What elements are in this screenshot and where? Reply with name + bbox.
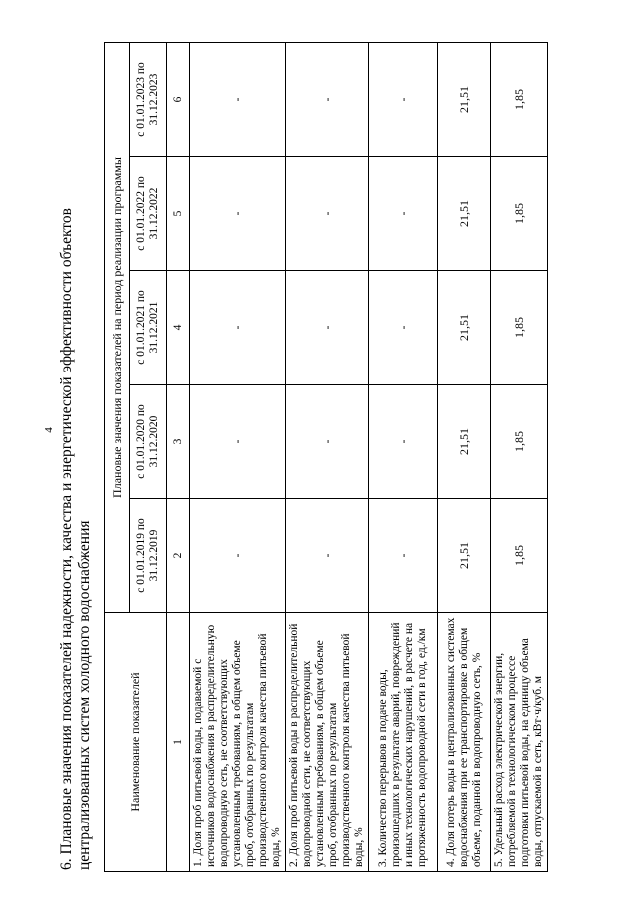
section-heading: 6. Плановые значения показателей надежности, качества и энергетической эффективности объектов централизованных систем холодного водоснабжения: [58, 208, 93, 870]
document-sheet: [58, 42, 618, 872]
indicator-name: 5. Удельный расход электрической энергии, потребляемой в технологическом процессе подготовки питьевой воды, на единицу объема воды, отпускаемой в сеть, кВт·ч/куб. м: [491, 613, 548, 872]
indicator-value: -: [286, 43, 369, 157]
page-number: 4: [42, 427, 55, 433]
indicator-value: -: [286, 271, 369, 385]
column-number: 1: [167, 613, 190, 872]
column-number: 2: [167, 499, 190, 613]
column-number: 5: [167, 157, 190, 271]
table-row: [286, 43, 369, 872]
indicator-value: -: [190, 499, 286, 613]
indicator-value: -: [369, 271, 438, 385]
table-row: [491, 43, 548, 872]
indicator-value: 1,85: [491, 157, 548, 271]
period-header: с 01.01.2020 по 31.12.2020: [130, 385, 167, 499]
indicator-value: -: [190, 157, 286, 271]
column-number-row: [167, 43, 190, 872]
indicator-name: 1. Доля проб питьевой воды, подаваемой с источников водоснабжения в распределительную водопроводную сеть, не соответствующих установленным требованиям, в общем объеме проб, отобранных по результатам производственного контроля качества питьевой воды, %: [190, 613, 286, 872]
indicator-value: -: [286, 385, 369, 499]
table-row: [369, 43, 438, 872]
indicator-value: -: [369, 385, 438, 499]
period-header: с 01.01.2023 по 31.12.2023: [130, 43, 167, 157]
table-row: [190, 43, 286, 872]
indicator-value: 1,85: [491, 43, 548, 157]
indicator-value: 21,51: [438, 385, 491, 499]
indicator-value: -: [190, 43, 286, 157]
indicator-value: -: [190, 385, 286, 499]
indicator-name: 4. Доля потерь воды в централизованных системах водоснабжения при ее транспортировке в общем объеме, поданной в водопроводную сеть, %: [438, 613, 491, 872]
name-column-header: Наименование показателей: [105, 613, 167, 872]
indicator-name: 3. Количество перерывов в подаче воды, произошедших в результате аварий, повреждений и иных технологических нарушений, в расчете на протяженность водопроводной сети в год, ед./км: [369, 613, 438, 872]
indicator-value: 21,51: [438, 157, 491, 271]
indicator-value: -: [286, 499, 369, 613]
period-header: с 01.01.2021 по 31.12.2021: [130, 271, 167, 385]
table-header-row: [105, 43, 130, 872]
indicator-value: 21,51: [438, 271, 491, 385]
period-header: с 01.01.2022 по 31.12.2022: [130, 157, 167, 271]
column-number: 6: [167, 43, 190, 157]
indicator-name: 2. Доля проб питьевой воды в распределительной водопроводной сети, не соответствующих установленным требованиям, в общем объеме проб, отобранных по результатам производственного контроля качества питьевой воды, %: [286, 613, 369, 872]
indicator-value: 1,85: [491, 271, 548, 385]
indicators-table: [104, 42, 548, 872]
indicator-value: -: [286, 157, 369, 271]
indicator-value: -: [369, 157, 438, 271]
indicator-value: -: [369, 43, 438, 157]
column-number: 3: [167, 385, 190, 499]
indicator-value: -: [190, 271, 286, 385]
indicator-value: 1,85: [491, 385, 548, 499]
indicator-value: 1,85: [491, 499, 548, 613]
indicator-value: 21,51: [438, 499, 491, 613]
indicator-value: 21,51: [438, 43, 491, 157]
period-group-header: Плановые значения показателей на период реализации программы: [105, 43, 130, 613]
table-row: [438, 43, 491, 872]
indicator-value: -: [369, 499, 438, 613]
column-number: 4: [167, 271, 190, 385]
period-header: с 01.01.2019 по 31.12.2019: [130, 499, 167, 613]
